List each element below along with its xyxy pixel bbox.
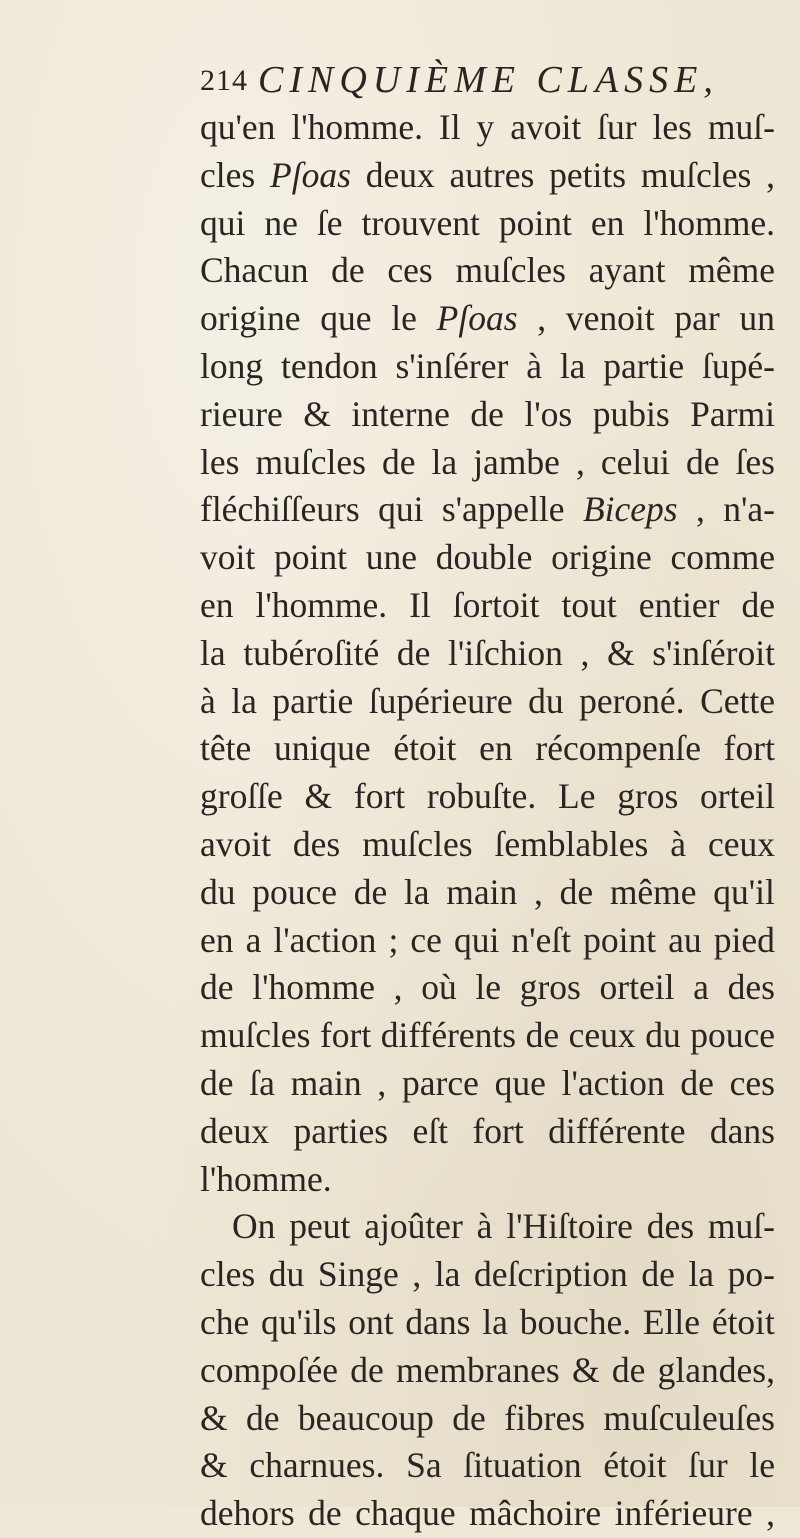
word: chaque: [355, 1493, 456, 1534]
word: le: [391, 298, 417, 339]
word: che: [200, 1301, 250, 1342]
word: tête: [200, 728, 252, 769]
word: le: [475, 967, 502, 1008]
text-line: [200, 678, 775, 726]
word: ſes: [735, 441, 775, 482]
word: ajoûter: [364, 1206, 463, 1247]
text-line: [200, 1395, 775, 1443]
word: muſcles: [362, 823, 473, 864]
word: de: [246, 1397, 280, 1438]
word: ſemblables: [494, 823, 649, 864]
word: muſ-: [707, 1206, 775, 1247]
body-text: [200, 104, 775, 1538]
running-head: CINQUIÈME CLASSE,: [258, 59, 719, 101]
word: l'homme.: [291, 107, 423, 147]
word: à: [476, 1206, 493, 1247]
text-line: [200, 1490, 775, 1538]
text-line: [200, 439, 775, 487]
word: en: [200, 919, 234, 960]
word: de: [396, 632, 431, 673]
word: ,: [580, 632, 590, 673]
word: membranes: [396, 1349, 560, 1390]
word: de: [641, 1254, 675, 1295]
word: origine: [200, 298, 301, 339]
word: s'appelle: [441, 489, 565, 530]
word: cles: [200, 1254, 256, 1295]
word: qui: [378, 489, 424, 530]
word: qu'ils: [261, 1301, 337, 1342]
page-header: [200, 58, 760, 108]
text-line: [200, 343, 775, 391]
word: ayant: [588, 250, 666, 291]
word: les: [652, 107, 692, 147]
word: en: [479, 728, 513, 769]
word: Il: [409, 584, 431, 625]
italic-word: Biceps: [582, 489, 678, 530]
word: y: [476, 107, 495, 147]
word: dehors: [200, 1493, 295, 1534]
word: rieure: [200, 393, 283, 434]
word: de: [741, 584, 775, 625]
word: avoit: [510, 107, 582, 147]
word: étoit: [393, 728, 457, 769]
word: muſcles: [200, 1015, 311, 1056]
word: la: [403, 871, 430, 912]
word: cles: [200, 154, 256, 195]
word: charnues.: [249, 1445, 385, 1486]
word: n'eſt: [511, 919, 572, 960]
word: voit: [200, 537, 256, 578]
word: de: [308, 1493, 342, 1534]
word: a: [693, 967, 709, 1008]
word: dans: [709, 1110, 775, 1151]
word: &: [304, 776, 333, 817]
word: muſcles: [640, 154, 752, 195]
text-line: [200, 917, 775, 965]
word: pied: [713, 919, 775, 960]
word: main: [290, 1062, 362, 1103]
word: partie: [272, 680, 354, 721]
word: de: [353, 871, 388, 912]
word: On: [232, 1206, 276, 1247]
word: à: [670, 823, 687, 864]
word: ſituation: [463, 1445, 582, 1486]
word: l'os: [524, 393, 573, 434]
word: ,: [377, 1062, 387, 1103]
word: ,: [533, 871, 543, 912]
word: Elle: [642, 1301, 701, 1342]
word: mâchoire: [469, 1493, 602, 1534]
word: fort: [319, 1015, 372, 1056]
word: &: [200, 1445, 228, 1486]
word: de: [559, 871, 594, 912]
word: eſt: [412, 1110, 449, 1151]
word: interne: [351, 393, 450, 434]
word: l'homme.: [643, 202, 775, 243]
word: ,: [393, 967, 403, 1008]
word: du: [528, 680, 564, 721]
word: orteil: [700, 776, 775, 817]
word: de: [525, 1015, 560, 1056]
word: l'action: [561, 1062, 665, 1103]
text-line: [200, 1251, 775, 1299]
word: l'Hiſtoire: [506, 1206, 633, 1247]
text-line: [200, 534, 775, 582]
word: récompenſe: [535, 728, 701, 769]
word: deſcription: [473, 1254, 628, 1295]
word: de: [350, 1349, 384, 1390]
word: un: [739, 298, 775, 339]
word: le: [749, 1445, 775, 1486]
word: unique: [273, 728, 371, 769]
word: de: [680, 1062, 714, 1103]
word: de: [381, 441, 416, 482]
word: Singe: [317, 1254, 399, 1295]
word: robuſte.: [426, 776, 537, 817]
word: qui: [453, 919, 500, 960]
word: en: [590, 202, 625, 243]
page-number: 214: [200, 64, 248, 97]
word: à: [526, 345, 542, 386]
word: bouche.: [519, 1301, 632, 1342]
word: ces: [729, 1062, 775, 1103]
word: fort: [353, 776, 406, 817]
word: au: [668, 919, 702, 960]
word: ont: [348, 1301, 394, 1342]
word: la: [231, 680, 257, 721]
word: glandes,: [657, 1349, 775, 1390]
word: ceux: [707, 823, 775, 864]
word: la: [688, 1254, 715, 1295]
word: la: [559, 345, 586, 386]
word: du: [268, 1254, 305, 1295]
word: Sa: [406, 1445, 442, 1486]
word: parties: [293, 1110, 389, 1151]
word: du: [200, 871, 236, 912]
word: fibres: [504, 1397, 586, 1438]
word: &: [303, 393, 331, 434]
text-line: [200, 1347, 775, 1395]
word: tendon: [280, 345, 378, 386]
word: du: [645, 1015, 681, 1056]
word: tubéroſité: [243, 632, 380, 673]
word: de: [452, 1397, 486, 1438]
text-line: [200, 295, 775, 343]
word: ce: [410, 919, 442, 960]
word: inférieure: [614, 1493, 753, 1534]
word: point: [583, 919, 657, 960]
word: ,: [766, 1493, 775, 1534]
word: parce: [402, 1062, 479, 1103]
word: muſ-: [707, 107, 775, 147]
word: ſa: [249, 1062, 275, 1103]
text-line: [200, 1299, 775, 1347]
text-line: [200, 869, 775, 917]
word: deux: [200, 1110, 270, 1151]
word: avoit: [200, 823, 271, 864]
word: que: [494, 1062, 546, 1103]
word: étoit: [711, 1301, 775, 1342]
word: en: [200, 584, 234, 625]
word: de: [331, 250, 365, 291]
word: de: [685, 441, 720, 482]
text-line: [200, 486, 775, 534]
word: de: [200, 1062, 234, 1103]
word: fléchiſſeurs: [200, 489, 360, 530]
word: la: [431, 441, 458, 482]
word: où: [421, 967, 457, 1008]
word: ſur: [597, 107, 637, 147]
word: ſupérieure: [368, 680, 513, 721]
text-line: [200, 1156, 775, 1204]
word: ſur: [688, 1445, 728, 1486]
word: peut: [289, 1206, 351, 1247]
word: long: [200, 345, 264, 386]
word: origine: [551, 537, 652, 578]
word: orteil: [599, 967, 675, 1008]
word: n'a-: [723, 489, 775, 530]
word: Le: [558, 776, 596, 817]
word: Il: [438, 107, 461, 147]
word: l'homme.: [255, 584, 388, 625]
word: gros: [519, 967, 581, 1008]
word: de: [200, 967, 234, 1008]
word: celui: [600, 441, 670, 482]
text-line: [200, 582, 775, 630]
word: l'homme.: [200, 1158, 332, 1199]
word: même: [688, 250, 775, 291]
word: pouce: [690, 1015, 775, 1056]
word: muſcles: [455, 250, 566, 291]
word: par: [674, 298, 720, 339]
text-line: [200, 1203, 775, 1251]
word: ces: [387, 250, 433, 291]
word: a: [245, 919, 262, 960]
word: des: [646, 1206, 695, 1247]
word: même: [609, 871, 697, 912]
word: muſculeuſes: [603, 1397, 775, 1438]
text-line: [200, 200, 775, 248]
word: ſe: [316, 202, 343, 243]
word: dans: [405, 1301, 471, 1342]
word: Parmi: [690, 393, 775, 434]
word: la: [434, 1254, 461, 1295]
word: la: [482, 1301, 508, 1342]
text-line: [200, 821, 775, 869]
word: muſcles: [255, 441, 366, 482]
word: ſortoit: [452, 584, 540, 625]
word: ,: [766, 154, 775, 195]
word: l'homme: [252, 967, 375, 1008]
word: ;: [388, 919, 399, 960]
word: entier: [638, 584, 720, 625]
word: de: [470, 393, 504, 434]
word: ne: [264, 202, 298, 243]
word: pouce: [252, 871, 337, 912]
text-line: [200, 104, 775, 152]
word: différente: [548, 1110, 686, 1151]
word: qui: [200, 202, 246, 243]
text-line: [200, 1012, 775, 1060]
word: l'iſchion: [448, 632, 563, 673]
word: la: [200, 632, 226, 673]
word: groſſe: [200, 776, 283, 817]
word: différents: [380, 1015, 517, 1056]
word: Cette: [700, 680, 775, 721]
word: gros: [617, 776, 679, 817]
word: des: [727, 967, 775, 1008]
word: comme: [670, 537, 775, 578]
word: qu'en: [200, 107, 276, 147]
word: à: [200, 680, 216, 721]
word: l'action: [273, 919, 377, 960]
text-line: [200, 391, 775, 439]
word: ſupé-: [701, 345, 775, 386]
word: ,: [537, 298, 547, 339]
word: point: [498, 202, 572, 243]
word: deux: [365, 154, 435, 195]
word: compoſée: [200, 1349, 338, 1390]
word: pubis: [592, 393, 670, 434]
word: venoit: [565, 298, 655, 339]
word: autres: [449, 154, 535, 195]
word: une: [365, 537, 418, 578]
word: des: [292, 823, 341, 864]
word: &: [200, 1397, 228, 1438]
text-line: [200, 964, 775, 1012]
text-line: [200, 773, 775, 821]
text-line: [200, 630, 775, 678]
word: &: [571, 1349, 600, 1390]
word: petits: [549, 154, 627, 195]
word: trouvent: [361, 202, 480, 243]
italic-word: Pſoas: [270, 154, 351, 195]
word: peroné.: [579, 680, 685, 721]
word: fort: [472, 1110, 524, 1151]
word: les: [200, 441, 240, 482]
word: de: [611, 1349, 646, 1390]
word: partie: [603, 345, 685, 386]
word: s'inſérer: [395, 345, 509, 386]
text-line: [200, 247, 775, 295]
word: ceux: [568, 1015, 636, 1056]
word: &: [606, 632, 635, 673]
text-line: [200, 1060, 775, 1108]
text-line: [200, 1442, 775, 1490]
word: point: [274, 537, 347, 578]
word: jambe: [473, 441, 560, 482]
word: ,: [695, 489, 705, 530]
word: étoit: [603, 1445, 667, 1486]
text-line: [200, 725, 775, 773]
word: fort: [723, 728, 775, 769]
word: s'inſéroit: [652, 632, 775, 673]
italic-word: Pſoas: [436, 298, 518, 339]
word: main: [446, 871, 518, 912]
text-line: [200, 1108, 775, 1156]
word: Chacun: [200, 250, 309, 291]
word: que: [320, 298, 372, 339]
word: beaucoup: [297, 1397, 434, 1438]
word: tout: [561, 584, 617, 625]
word: double: [435, 537, 533, 578]
word: ,: [412, 1254, 422, 1295]
word: po-: [727, 1254, 775, 1295]
text-line: [200, 152, 775, 200]
word: qu'il: [713, 871, 775, 912]
word: ,: [575, 441, 585, 482]
